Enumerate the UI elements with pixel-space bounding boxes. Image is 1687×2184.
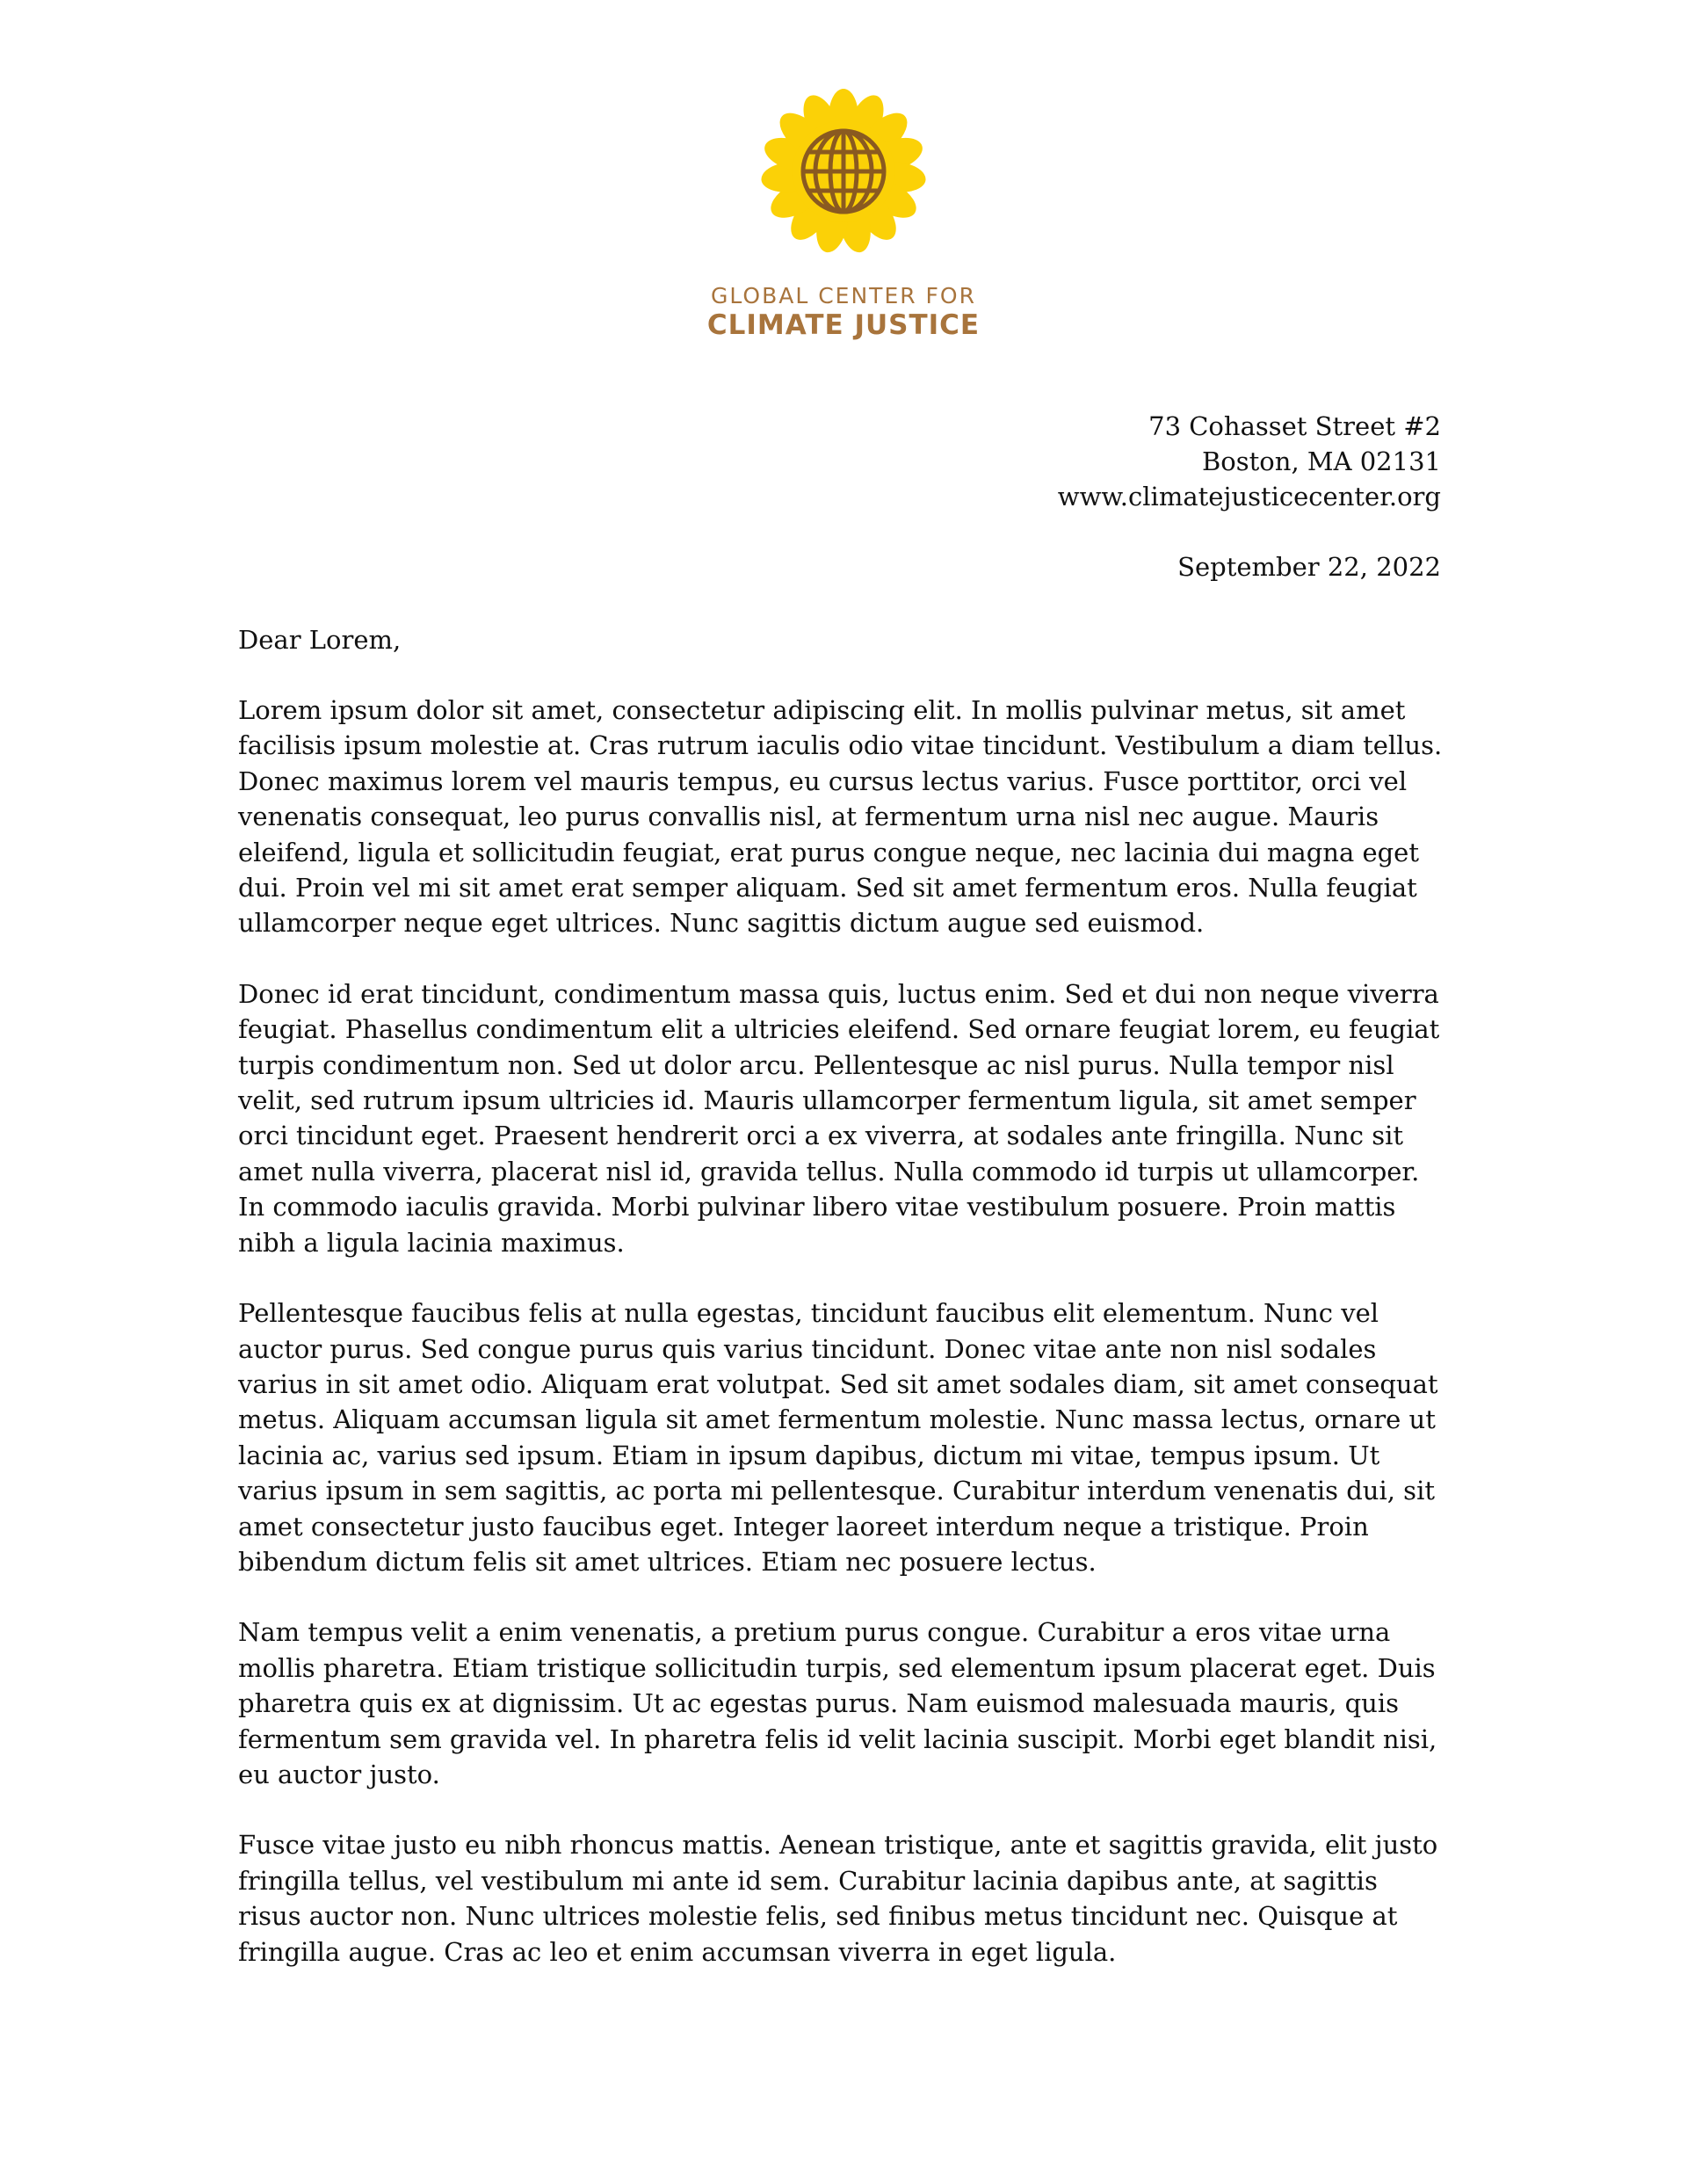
organization-name-line2: CLIMATE JUSTICE xyxy=(706,309,981,342)
body-paragraph: Pellentesque faucibus felis at nulla egestas, tincidunt faucibus elit elementum. Nunc vel auctor purus. Sed congue purus quis varius tincidunt. Donec vitae ante non nisl sodales varius in sit amet odio. Aliquam erat volutpat. Sed sit amet sodales diam, sit amet consequat metus. Aliquam accumsan ligula sit amet fermentum molestie. Nunc massa lectus, ornare ut lacinia ac, varius sed ipsum. Etiam in ipsum dapibus, dictum mi vitae, tempus ipsum. Ut varius ipsum in sem sagittis, ac porta mi pellentesque. Curabitur interdum venenatis dui, sit amet consectetur justo faucibus eget. Integer laoreet interdum neque a tristique. Proin bibendum dictum felis sit amet ultrices. Etiam nec posuere lectus. xyxy=(238,1298,1438,1577)
sender-address xyxy=(1058,409,1441,514)
organization-name xyxy=(0,285,1687,340)
organization-name-line1: GLOBAL CENTER FOR xyxy=(711,283,976,308)
letterhead-logo xyxy=(0,88,1687,340)
address-city: Boston, MA 02131 xyxy=(1202,446,1441,476)
body-paragraph: Nam tempus velit a enim venenatis, a pretium purus congue. Curabitur a eros vitae urna mollis pharetra. Etiam tristique sollicitudin turpis, sed elementum ipsum placerat eget. Duis pharetra quis ex at dignissim. Ut ac egestas purus. Nam euismod malesuada mauris, quis fermentum sem gravida vel. In pharetra felis id velit lacinia suscipit. Morbi eget blandit nisi, eu auctor justo. xyxy=(238,1617,1437,1789)
letter-date: September 22, 2022 xyxy=(1177,552,1441,582)
salutation: Dear Lorem, xyxy=(238,625,402,655)
address-street: 73 Cohasset Street #2 xyxy=(1148,411,1441,441)
address-website: www.climatejusticecenter.org xyxy=(1057,482,1441,512)
sunflower-globe-icon xyxy=(760,88,927,255)
body-paragraph: Lorem ipsum dolor sit amet, consectetur adipiscing elit. In mollis pulvinar metus, sit amet facilisis ipsum molestie at. Cras rutrum iaculis odio vitae tincidunt. Vestibulum a diam tellus. Donec maximus lorem vel mauris tempus, eu cursus lectus varius. Fusce porttitor, orci vel venenatis consequat, leo purus convallis nisl, at fermentum urna nisl nec augue. Mauris eleifend, ligula et sollicitudin feugiat, erat purus congue neque, nec lacinia dui magna eget dui. Proin vel mi sit amet erat semper aliquam. Sed sit amet fermentum eros. Nulla feugiat ullamcorper neque eget ultrices. Nunc sagittis dictum augue sed euismod. xyxy=(238,695,1443,939)
letter-body xyxy=(238,693,1444,2005)
body-paragraph: Donec id erat tincidunt, condimentum massa quis, luctus enim. Sed et dui non neque viverra feugiat. Phasellus condimentum elit a ultricies eleifend. Sed ornare feugiat lorem, eu feugiat turpis condimentum non. Sed ut dolor arcu. Pellentesque ac nisl purus. Nulla tempor nisl velit, sed rutrum ipsum ultricies id. Mauris ullamcorper fermentum ligula, sit amet semper orci tincidunt eget. Praesent hendrerit orci a ex viverra, at sodales ante fringilla. Nunc sit amet nulla viverra, placerat nisl id, gravida tellus. Nulla commodo id turpis ut ullamcorper. In commodo iaculis gravida. Morbi pulvinar libero vitae vestibulum posuere. Proin mattis nibh a ligula lacinia maximus. xyxy=(238,978,1440,1258)
body-paragraph: Fusce vitae justo eu nibh rhoncus mattis. Aenean tristique, ante et sagittis gravida, elit justo fringilla tellus, vel vestibulum mi ante id sem. Curabitur lacinia dapibus ante, at sagittis risus auctor non. Nunc ultrices molestie felis, sed finibus metus tincidunt nec. Quisque at fringilla augue. Cras ac leo et enim accumsan viverra in eget ligula. xyxy=(238,1830,1438,1967)
